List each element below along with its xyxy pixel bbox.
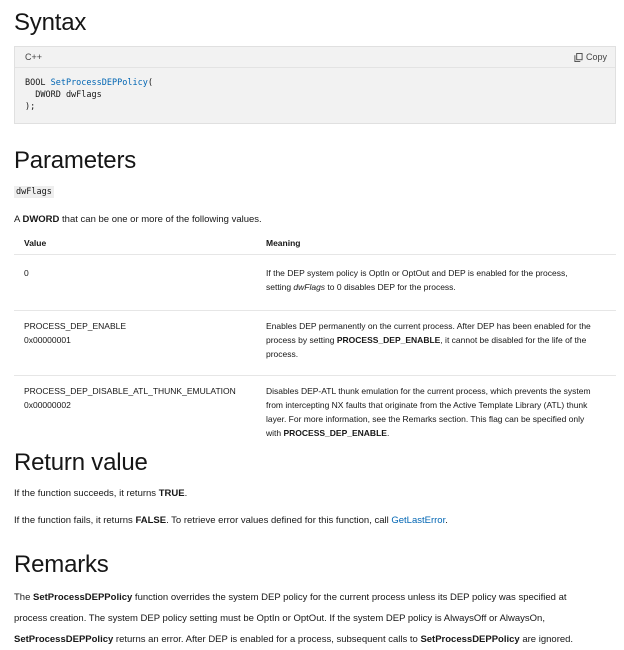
return-success-prefix: If the function succeeds, it returns <box>14 488 159 499</box>
table-row <box>14 376 616 451</box>
syntax-heading: Syntax <box>14 9 87 36</box>
parameters-heading: Parameters <box>14 147 137 174</box>
value-1-hex: 0x00000001 <box>24 335 71 345</box>
code-line1-suffix: ( <box>147 78 153 88</box>
value-cell <box>14 255 256 311</box>
code-block <box>14 46 616 124</box>
value-1-name: PROCESS_DEP_ENABLE <box>24 321 127 331</box>
value-2-name: PROCESS_DEP_DISABLE_ATL_THUNK_EMULATION <box>24 386 236 396</box>
value-0: 0 <box>24 268 29 278</box>
remarks-l3-suffix: are ignored. <box>519 634 574 645</box>
copy-button[interactable] <box>574 52 607 62</box>
return-false: FALSE <box>135 515 167 526</box>
code-line2: DWORD dwFlags <box>25 90 102 100</box>
meaning-cell <box>256 255 616 311</box>
value-cell <box>14 376 256 451</box>
param-name: dwFlags <box>16 187 52 197</box>
value-2-hex: 0x00000002 <box>24 400 71 410</box>
remarks-l2: process creation. The system DEP policy setting must be OptIn or OptOut. If the system DEP policy is AlwaysOff or AlwaysOn, <box>14 613 545 624</box>
table-header-row <box>14 232 616 255</box>
return-true: TRUE <box>158 488 185 499</box>
param-values-table <box>14 232 616 450</box>
copy-icon <box>574 53 583 62</box>
code-snippet <box>15 68 615 113</box>
meaning-1-line2-suffix: , it cannot be disabled for the life of the <box>440 335 587 345</box>
table-row <box>14 311 616 376</box>
param-intro-suffix: that can be one or more of the following values. <box>59 214 262 225</box>
meaning-0-param: dwFlags <box>293 282 326 292</box>
code-line1-prefix: BOOL <box>25 78 51 88</box>
remarks-fn-3: SetProcessDEPPolicy <box>420 634 520 645</box>
code-line3: ); <box>25 102 36 112</box>
return-success-suffix: . <box>184 488 188 499</box>
return-fail-text <box>14 515 448 526</box>
meaning-2-line1: Disables DEP-ATL thunk emulation for the current process, which prevents the system <box>266 386 591 396</box>
remarks-heading: Remarks <box>14 551 109 578</box>
code-header <box>15 47 615 68</box>
remarks-text <box>14 587 616 650</box>
copy-label: Copy <box>585 52 607 62</box>
getlasterror-link[interactable]: GetLastError <box>391 515 446 526</box>
param-intro <box>14 214 262 225</box>
meaning-2-line4-prefix: with <box>266 428 284 438</box>
col-value-header: Value <box>24 238 47 248</box>
code-function-name: SetProcessDEPPolicy <box>50 78 148 88</box>
table-row <box>14 255 616 311</box>
remarks-fn-1: SetProcessDEPPolicy <box>33 592 133 603</box>
meaning-0-line1: If the DEP system policy is OptIn or OptOut and DEP is enabled for the process, <box>266 268 568 278</box>
meaning-cell <box>256 376 616 451</box>
param-intro-bold: DWORD <box>22 214 60 225</box>
meaning-1-bold: PROCESS_DEP_ENABLE <box>336 335 441 345</box>
return-success-text <box>14 488 187 499</box>
param-intro-prefix: A <box>14 214 23 225</box>
return-fail-prefix: If the function fails, it returns <box>14 515 136 526</box>
return-fail-middle: . To retrieve error values defined for this function, call <box>166 515 392 526</box>
remarks-l1-suffix: function overrides the system DEP policy for the current process unless its DEP policy was specified at <box>132 592 567 603</box>
value-cell <box>14 311 256 376</box>
meaning-2-line4-suffix: . <box>386 428 390 438</box>
meaning-1-line3: process. <box>266 349 299 359</box>
meaning-2-bold: PROCESS_DEP_ENABLE <box>283 428 387 438</box>
meaning-2-line3: layer. For more information, see the Remarks section. This flag can be specified only <box>266 414 585 424</box>
meaning-1-line1: Enables DEP permanently on the current process. After DEP has been enabled for the <box>266 321 591 331</box>
return-value-heading: Return value <box>14 449 148 476</box>
remarks-l1-prefix: The <box>14 592 34 603</box>
code-language: C++ <box>25 52 43 62</box>
meaning-2-line2: from intercepting NX faults that originate from the Active Template Library (ATL) thunk <box>266 400 588 410</box>
return-fail-suffix: . <box>445 515 448 526</box>
meaning-0-line2-suffix: to 0 disables DEP for the process. <box>325 282 456 292</box>
meaning-0-line2-prefix: setting <box>266 282 294 292</box>
meaning-1-line2-prefix: process by setting <box>266 335 337 345</box>
meaning-cell <box>256 311 616 376</box>
remarks-fn-2: SetProcessDEPPolicy <box>14 634 114 645</box>
col-meaning-header: Meaning <box>266 238 301 248</box>
remarks-l3-middle: returns an error. After DEP is enabled for a process, subsequent calls to <box>113 634 421 645</box>
